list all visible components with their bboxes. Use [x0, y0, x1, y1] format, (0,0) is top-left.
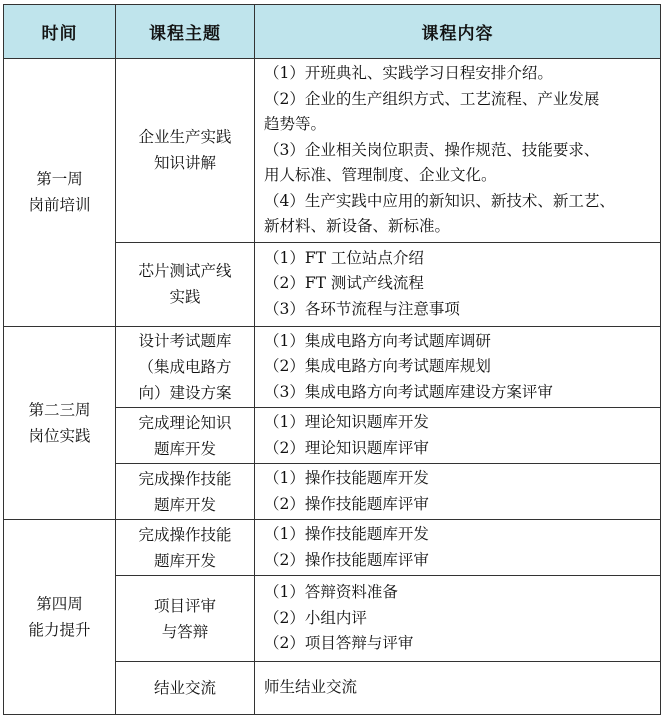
content-line: （1）集成电路方向考试题库调研 — [264, 331, 491, 350]
topic-cell — [116, 520, 255, 576]
content-line: （1）答辩资料准备 — [264, 583, 398, 602]
week-cell — [4, 520, 116, 715]
content-cell — [255, 520, 661, 576]
week-label: 第二三周 — [28, 400, 91, 419]
topic-cell — [116, 408, 255, 464]
content-line: （3）各环节流程与注意事项 — [264, 299, 460, 318]
topic-text: 完成操作技能 — [138, 469, 232, 488]
topic-text: 项目评审 — [153, 596, 216, 615]
topic-cell — [116, 576, 255, 662]
content-cell — [255, 662, 661, 715]
content-line: （1）FT 工位站点介绍 — [264, 248, 424, 267]
content-line: 师生结业交流 — [264, 678, 358, 697]
content-line: （2）企业的生产组织方式、工艺流程、产业发展 — [264, 89, 600, 108]
content-line: （2）理论知识题库评审 — [264, 438, 429, 457]
content-cell — [255, 576, 661, 662]
week-label: 岗位实践 — [28, 426, 91, 445]
table-row — [4, 326, 661, 408]
week-label: 岗前培训 — [28, 196, 91, 215]
topic-text: 向）建设方案 — [138, 383, 232, 402]
content-line: （1）操作技能题库开发 — [264, 525, 429, 543]
content-line: 趋势等。 — [264, 115, 327, 133]
topic-text: 题库开发 — [153, 495, 216, 514]
topic-cell — [116, 242, 255, 326]
content-line: （2）FT 测试产线流程 — [264, 274, 424, 293]
topic-text: 设计考试题库 — [138, 331, 232, 350]
topic-text: 完成理论知识 — [138, 413, 232, 432]
content-cell — [255, 464, 661, 520]
content-line: （4）生产实践中应用的新知识、新技术、新工艺、 — [264, 191, 615, 210]
topic-text: 与答辩 — [161, 622, 209, 641]
course-schedule-table — [3, 4, 661, 715]
content-line: （2）项目答辩与评审 — [264, 634, 414, 653]
content-cell — [255, 59, 661, 243]
content-line: （2）操作技能题库评审 — [264, 494, 429, 513]
content-cell — [255, 242, 661, 326]
topic-cell — [116, 326, 255, 408]
content-line: （3）集成电路方向考试题库建设方案评审 — [264, 382, 553, 401]
topic-text: 实践 — [169, 288, 201, 306]
topic-text: 知识讲解 — [153, 154, 216, 173]
week-label: 第一周 — [36, 170, 83, 189]
week-label: 能力提升 — [28, 621, 91, 639]
table-row — [4, 520, 661, 576]
week-label: 第四周 — [36, 595, 83, 613]
topic-text: 题库开发 — [153, 551, 216, 570]
week-cell — [4, 59, 116, 327]
topic-cell — [116, 662, 255, 715]
header-time: 时间 — [4, 5, 116, 59]
content-line: （2）操作技能题库评审 — [264, 550, 429, 569]
content-line: （1）开班典礼、实践学习日程安排介绍。 — [264, 64, 553, 82]
content-cell — [255, 408, 661, 464]
topic-cell — [116, 464, 255, 520]
content-line: 新材料、新设备、新标准。 — [264, 217, 451, 235]
header-topic: 课程主题 — [116, 5, 255, 59]
week-cell — [4, 326, 116, 520]
topic-text: 结业交流 — [153, 679, 216, 697]
content-line: （1）操作技能题库开发 — [264, 469, 429, 487]
content-line: （2）集成电路方向考试题库规划 — [264, 357, 491, 375]
content-line: （1）理论知识题库开发 — [264, 413, 429, 431]
table-row — [4, 59, 661, 243]
header-content: 课程内容 — [255, 5, 661, 59]
content-line: （3）企业相关岗位职责、操作规范、技能要求、 — [264, 140, 600, 159]
topic-cell — [116, 59, 255, 243]
topic-text: 题库开发 — [153, 439, 216, 458]
header-row — [4, 5, 661, 59]
topic-text: 芯片测试产线 — [138, 262, 232, 280]
content-line: 用人标准、管理制度、企业文化。 — [264, 166, 497, 184]
topic-text: （集成电路方 — [138, 357, 232, 376]
topic-text: 完成操作技能 — [138, 525, 232, 544]
topic-text: 企业生产实践 — [138, 128, 232, 147]
content-line: （2）小组内评 — [264, 608, 367, 627]
content-cell — [255, 326, 661, 408]
